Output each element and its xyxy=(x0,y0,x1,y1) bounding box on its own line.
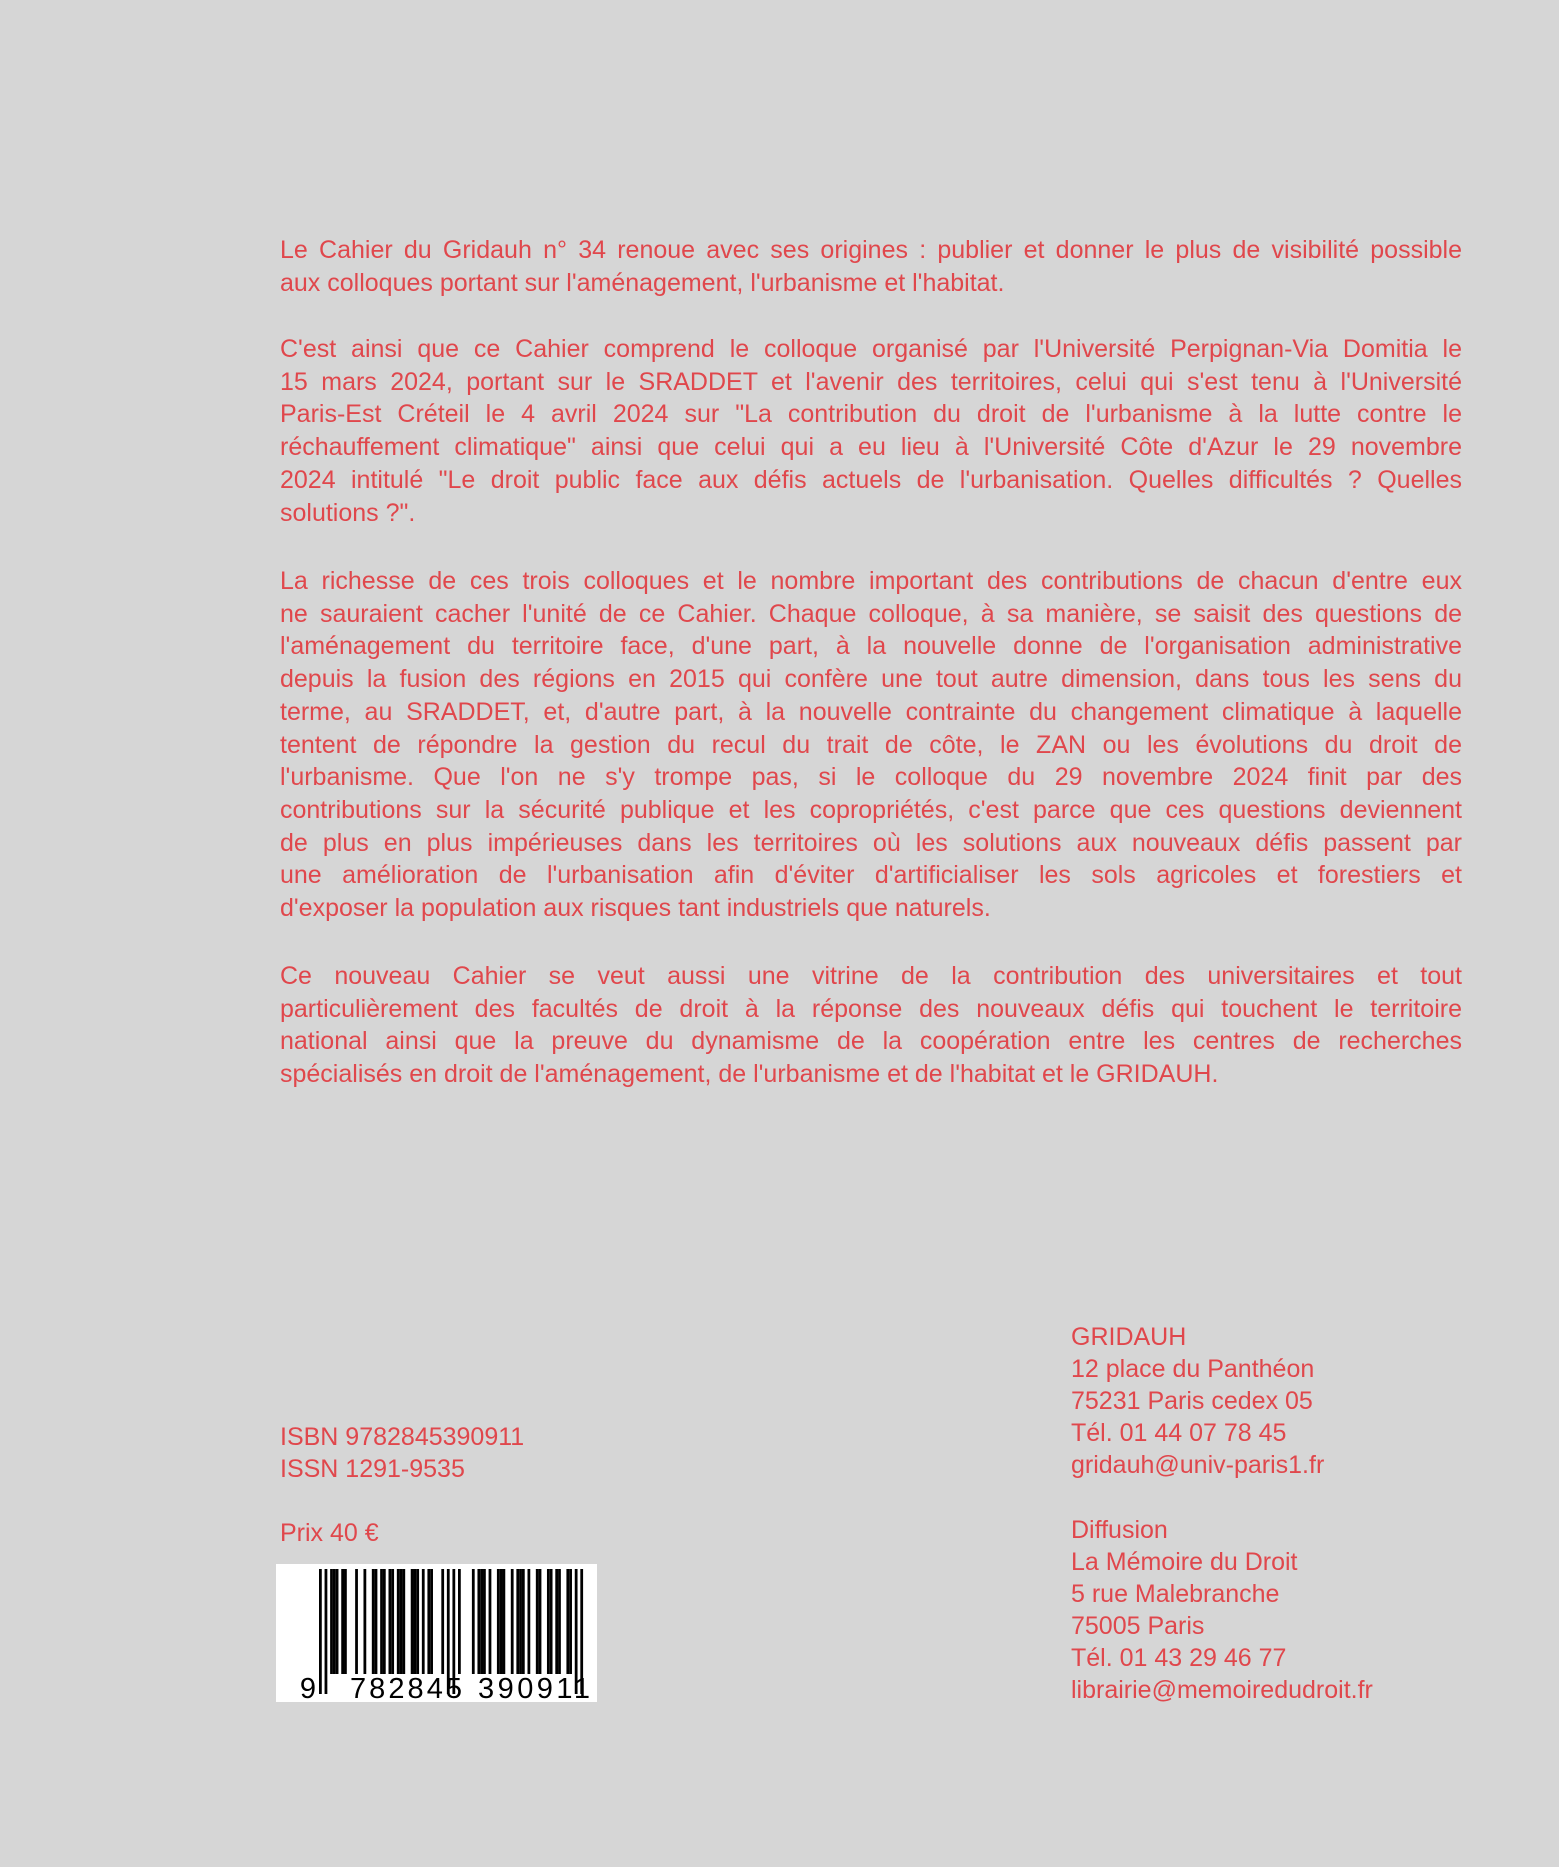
barcode-bar xyxy=(325,1569,328,1694)
text-line: terme, au SRADDET, et, d'autre part, à la nouvelle contrainte du changement climatique à laquelle xyxy=(280,697,1462,726)
barcode-bar xyxy=(416,1569,419,1674)
text-line: depuis la fusion des régions en 2015 qui confère une tout autre dimension, dans tous les sens du xyxy=(280,665,1462,694)
barcode-right-digits: 390911 xyxy=(478,1673,590,1702)
text-line: une amélioration de l'urbanisation afin d'éviter d'artificialiser les sols agricoles et forestiers et xyxy=(280,861,1462,890)
richesse-paragraph xyxy=(280,565,1462,925)
barcode-bar xyxy=(400,1569,403,1674)
barcode-bar xyxy=(483,1569,486,1674)
barcode-bar xyxy=(516,1569,519,1674)
barcode-bar xyxy=(336,1569,339,1674)
barcode-bar xyxy=(344,1569,347,1674)
barcode-bar xyxy=(502,1569,505,1674)
barcode-bar xyxy=(355,1569,358,1674)
barcode-bar xyxy=(397,1569,400,1674)
text-line: l'aménagement du territoire face, d'une part, à la nouvelle donne de l'organisation administrative xyxy=(280,632,1462,661)
barcode-bar xyxy=(547,1569,550,1674)
publisher-line[interactable]: gridauh@univ-paris1.fr xyxy=(1071,1451,1325,1479)
barcode-bar xyxy=(558,1569,561,1674)
barcode-bar xyxy=(330,1569,333,1674)
barcode-graphic xyxy=(276,1564,597,1702)
text-line: Le Cahier du Gridauh n° 34 renoue avec ses origines : publier et donner le plus de visibilité possible xyxy=(280,236,1462,264)
distribution-line: 75005 Paris xyxy=(1071,1612,1205,1640)
publisher-line: 75231 Paris cedex 05 xyxy=(1071,1387,1313,1415)
text-line: réchauffement climatique" ainsi que celui qui a eu lieu à l'Université Côte d'Azur le 29 novembre xyxy=(280,433,1462,462)
barcode-first-digit: 9 xyxy=(299,1673,317,1702)
barcode-bar xyxy=(389,1569,392,1674)
barcode-bar xyxy=(536,1569,539,1674)
text-line: Paris-Est Créteil le 4 avril 2024 sur "La contribution du droit de l'urbanisme à la lutte contre le xyxy=(280,400,1462,429)
barcode-bar xyxy=(402,1569,405,1674)
barcode-bar xyxy=(511,1569,514,1674)
barcode-bar xyxy=(458,1569,461,1674)
distribution-line: Diffusion xyxy=(1071,1516,1168,1544)
identifiers xyxy=(280,1421,524,1549)
barcode-bar xyxy=(430,1569,433,1674)
barcode-bar xyxy=(528,1569,531,1674)
publisher-address xyxy=(1071,1321,1324,1481)
barcode-bar xyxy=(500,1569,503,1674)
barcode-bar xyxy=(391,1569,394,1674)
barcode-bar xyxy=(363,1569,366,1674)
barcode-bar xyxy=(383,1569,386,1674)
text-line: national ainsi que la preuve du dynamisme de la coopération entre les centres de recherches xyxy=(280,1027,1462,1056)
barcode-bar xyxy=(422,1569,425,1674)
distribution-line: La Mémoire du Droit xyxy=(1071,1548,1298,1576)
barcode-bar xyxy=(427,1569,430,1674)
barcode-bar xyxy=(522,1569,525,1674)
text-line: Ce nouveau Cahier se veut aussi une vitrine de la contribution des universitaires et tout xyxy=(280,962,1462,990)
ean13-barcode xyxy=(276,1564,597,1702)
barcode-bar xyxy=(372,1569,375,1674)
barcode-bar xyxy=(519,1569,522,1674)
price: Prix 40 € xyxy=(280,1519,379,1547)
text-line: solutions ?". xyxy=(280,498,416,527)
barcode-left-digits: 782845 xyxy=(350,1673,462,1702)
barcode-bar xyxy=(569,1569,572,1674)
publisher-line: GRIDAUH xyxy=(1071,1323,1187,1351)
distribution-line: 5 rue Malebranche xyxy=(1071,1580,1280,1608)
text-line: contributions sur la sécurité publique et les copropriétés, c'est parce que ces questions deviennent xyxy=(280,795,1462,824)
text-line: de plus en plus impérieuses dans les territoires où les solutions aux nouveaux défis passent par xyxy=(280,828,1462,857)
text-line: tentent de répondre la gestion du recul du trait de côte, le ZAN ou les évolutions du droit de xyxy=(280,730,1462,759)
barcode-bar xyxy=(375,1569,378,1674)
issn: ISSN 1291-9535 xyxy=(280,1455,465,1483)
colloques-paragraph xyxy=(280,333,1462,529)
barcode-bar xyxy=(555,1569,558,1674)
text-line: ne sauraient cacher l'unité de ce Cahier. Chaque colloque, à sa manière, se saisit des questions de xyxy=(280,599,1462,628)
distribution-line[interactable]: librairie@memoiredudroit.fr xyxy=(1071,1676,1373,1704)
barcode-bar xyxy=(411,1569,414,1674)
barcode-bar xyxy=(477,1569,480,1674)
publisher-line: 12 place du Panthéon xyxy=(1071,1355,1315,1383)
barcode-bar xyxy=(550,1569,553,1674)
text-line: La richesse de ces trois colloques et le nombre important des contributions de chacun d'entre eux xyxy=(280,567,1462,595)
barcode-bar xyxy=(489,1569,492,1674)
text-line: spécialisés en droit de l'aménagement, de l'urbanisme et de l'habitat et le GRIDAUH. xyxy=(280,1060,1219,1089)
barcode-bar xyxy=(497,1569,500,1674)
barcode-bar xyxy=(480,1569,483,1674)
barcode-bar xyxy=(341,1569,344,1674)
intro-paragraph xyxy=(280,234,1462,299)
barcode-bar xyxy=(333,1569,336,1674)
vitrine-paragraph xyxy=(280,960,1462,1091)
barcode-bar xyxy=(566,1569,569,1674)
text-line: l'urbanisme. Que l'on ne s'y trompe pas, si le colloque du 29 novembre 2024 finit par des xyxy=(280,763,1462,792)
text-line: particulièrement des facultés de droit à la réponse des nouveaux défis qui touchent le territoire xyxy=(280,994,1462,1023)
barcode-bar xyxy=(380,1569,383,1674)
distribution-address xyxy=(1071,1514,1373,1706)
text-line: 2024 intitulé "Le droit public face aux défis actuels de l'urbanisation. Quelles difficultés ? Quelles xyxy=(280,465,1462,494)
barcode-bar xyxy=(319,1569,322,1694)
distribution-line: Tél. 01 43 29 46 77 xyxy=(1071,1644,1287,1672)
text-line: C'est ainsi que ce Cahier comprend le colloque organisé par l'Université Perpignan-Via Domitia le xyxy=(280,335,1462,363)
text-line: d'exposer la population aux risques tant industriels que naturels. xyxy=(280,894,991,923)
isbn: ISBN 9782845390911 xyxy=(280,1423,525,1451)
publisher-line: Tél. 01 44 07 78 45 xyxy=(1071,1419,1287,1447)
text-line: 15 mars 2024, portant sur le SRADDET et l'avenir des territoires, celui qui s'est tenu à l'Université xyxy=(280,367,1462,396)
barcode-bar xyxy=(441,1569,444,1674)
barcode-bar xyxy=(414,1569,417,1674)
text-line: aux colloques portant sur l'aménagement, l'urbanisme et l'habitat. xyxy=(280,268,1005,297)
barcode-bar xyxy=(539,1569,542,1674)
barcode-bar xyxy=(472,1569,475,1674)
